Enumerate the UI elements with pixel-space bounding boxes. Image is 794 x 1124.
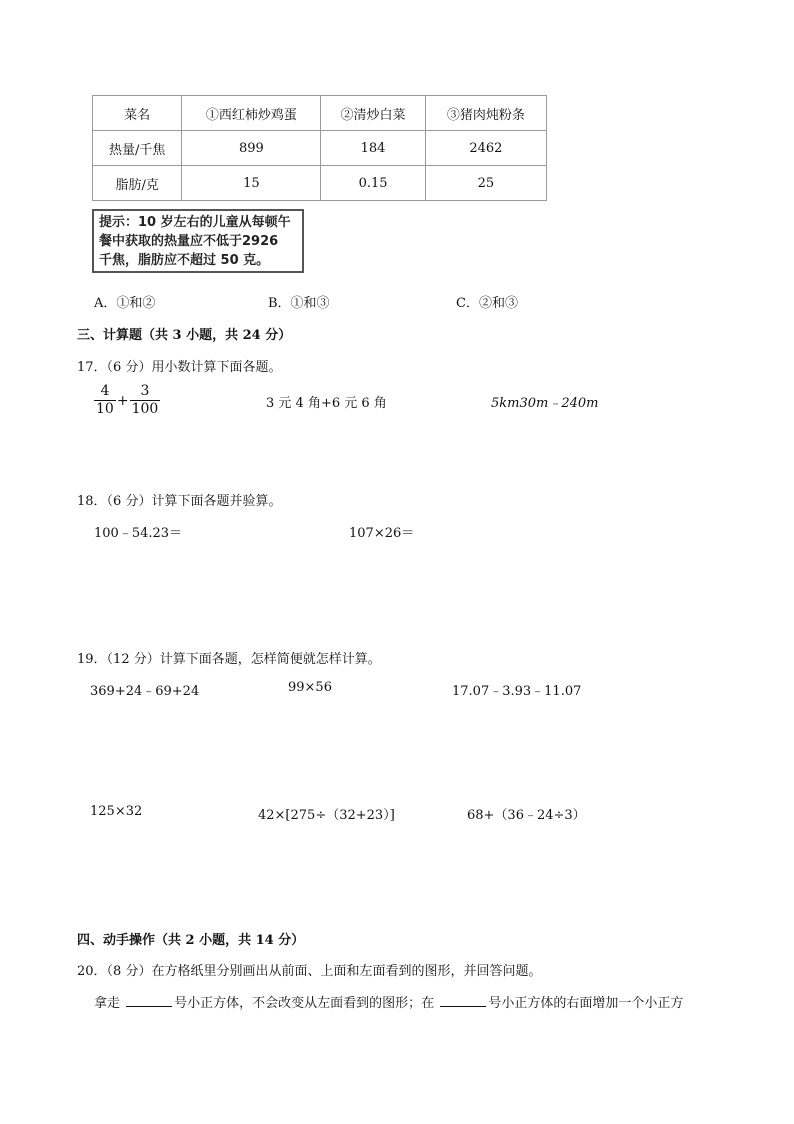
table-row xyxy=(93,131,547,166)
option-a: A．①和② xyxy=(94,296,156,311)
expression: 5km30m﹣240m xyxy=(491,396,599,411)
question-stem: 19．（12 分）计算下面各题，怎样简便就怎样计算。 xyxy=(77,652,381,667)
table-header-row xyxy=(93,96,547,131)
numerator: 4 xyxy=(100,383,110,399)
expression: 99×56 xyxy=(288,680,332,695)
table-cell: 脂肪/克 xyxy=(93,166,182,201)
hint-line: 提示：10 岁左右的儿童从每顿午 xyxy=(99,215,291,230)
section-title: 三、计算题（共 3 小题，共 24 分） xyxy=(77,328,292,343)
fraction xyxy=(94,383,116,418)
table-cell: 0.15 xyxy=(321,166,425,201)
text-segment: 号小正方体的右面增加一个小正方 xyxy=(488,996,684,1011)
fraction-expression xyxy=(94,383,160,419)
table-cell: 热量/千焦 xyxy=(93,131,182,166)
hint-box xyxy=(92,209,304,273)
table-header-cell: ②清炒白菜 xyxy=(321,96,425,131)
text-segment: 拿走 xyxy=(94,996,121,1011)
expression: 100﹣54.23＝ xyxy=(94,526,183,541)
expression: 107×26＝ xyxy=(349,526,415,541)
expression: 17.07﹣3.93﹣11.07 xyxy=(452,684,582,699)
table-header-cell: ③猪肉炖粉条 xyxy=(425,96,546,131)
table-row xyxy=(93,166,547,201)
nutrition-table xyxy=(92,95,547,201)
fill-in-line xyxy=(94,992,683,1011)
plus-sign: + xyxy=(116,392,129,409)
expression: 369+24﹣69+24 xyxy=(90,684,200,699)
denominator: 100 xyxy=(131,401,159,417)
option-b: B．①和③ xyxy=(268,296,330,311)
question-stem: 18．（6 分）计算下面各题并验算。 xyxy=(77,494,282,509)
fraction xyxy=(130,383,161,418)
answer-blank[interactable] xyxy=(440,995,486,1007)
section-title: 四、动手操作（共 2 小题，共 14 分） xyxy=(77,933,305,948)
numerator: 3 xyxy=(140,383,150,399)
expression: 125×32 xyxy=(90,804,143,819)
table-cell: 899 xyxy=(182,131,321,166)
option-c: C．②和③ xyxy=(456,296,518,311)
answer-blank[interactable] xyxy=(126,995,172,1007)
expression: 42×[275÷（32+23）] xyxy=(258,808,395,823)
table-header-cell: 菜名 xyxy=(93,96,182,131)
hint-line: 餐中获取的热量应不低于2926 xyxy=(99,234,279,249)
denominator: 10 xyxy=(96,401,114,417)
table-cell: 25 xyxy=(425,166,546,201)
table-header-cell: ①西红柿炒鸡蛋 xyxy=(182,96,321,131)
expression: 3 元 4 角+6 元 6 角 xyxy=(266,396,387,411)
table-cell: 15 xyxy=(182,166,321,201)
question-stem: 20．（8 分）在方格纸里分别画出从前面、上面和左面看到的图形，并回答问题。 xyxy=(77,964,542,979)
text-segment: 号小正方体，不会改变从左面看到的图形；在 xyxy=(174,996,435,1011)
expression: 68+（36﹣24÷3） xyxy=(467,808,586,823)
hint-line: 千焦，脂肪应不超过 50 克。 xyxy=(99,253,270,268)
table-cell: 184 xyxy=(321,131,425,166)
table-cell: 2462 xyxy=(425,131,546,166)
question-stem: 17．（6 分）用小数计算下面各题。 xyxy=(77,360,282,375)
